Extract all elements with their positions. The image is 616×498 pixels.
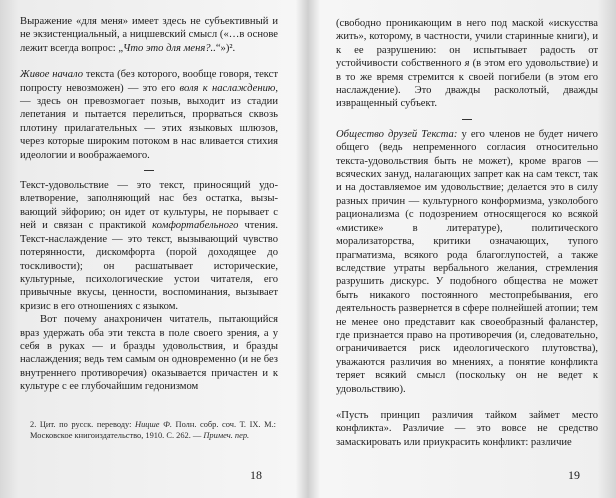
footnote	[30, 420, 276, 441]
text-run: текста (без которого, вообще говоря, текст попросту невозможен) — это его	[20, 69, 278, 94]
right-page-text	[336, 17, 598, 449]
text-run: 2. Цит. по русск. переводу:	[30, 420, 136, 429]
italic-run: Живое начало	[20, 69, 84, 81]
section-separator	[336, 113, 598, 126]
separator-dash	[144, 170, 154, 171]
page-number-right: 19	[568, 468, 580, 482]
page-number-left: 18	[250, 468, 262, 482]
text-run: «Пусть принцип различия тайком займет место конфликта». Различие — это вовсе не средство замаскировать или приукрасить конфликт: различие	[336, 409, 598, 448]
text-run: у его членов не будет ничего общего (ведь непременного согласия относительно текста-удовольствия быть не может), кроме врагов — всяческих зануд, налагающих запрет как на сам текст, так и на доставляемое им удовольствие; делается это в силу разных причин — культурного конформизма, узколобого рационализма (с подозрением относящегося ко всякой «мистике» в литературе), политического морализаторства, критики означающих, тупого прагматизма, всякого рода благоглупостей, а также вследствие утраты вербального желания, стремления разрушить дискурс. У подобного общества не может быть никакого постоянного местопребывания, его деятельность развернется в сфере полнейшей атопии; тем не менее оно представит как своеобразный фаланстер, где признается право на противоречия (и, следовательно, ограничивается риск идеологического плутовства), уважаются различия во мнениях, а понятие конфликта теряет всякий смысл (поскольку он не ведет к удовольствию).	[336, 128, 598, 395]
left-page-text	[20, 15, 278, 394]
paragraph	[20, 313, 278, 393]
paragraph	[336, 409, 598, 449]
text-run: Текст-удовольствие — это текст, приносящий удовлетворение, заполняющий нас без остатка, вызывающий эйфорию; он идет от культуры, не порывает с ней и связан с практикой	[20, 180, 278, 232]
separator-dash	[462, 119, 472, 120]
text-run: (в этом его удовольствие) и в то же время стремится к своей погибели (в этом его наслаждение). Это дважды расколотый, дважды извращенный субъект.	[336, 58, 598, 110]
text-run: Вот почему анахроничен читатель, пытающийся враз удержать оба эти текста в поле своего зрения, а у себя в руках — и бразды удовольствия, и бразды наслаждения; ведь тем самым он одновременно (и не без внутреннего противоречия) оказывается причастен и к культуре с ее глубочайшим гедонизмом	[20, 314, 278, 393]
italic-run: Примеч. пер.	[203, 430, 250, 440]
italic-run: комфортабельного	[152, 220, 239, 232]
left-page	[0, 0, 306, 498]
italic-run: Что это для меня?..	[123, 42, 216, 54]
text-run: Полн. собр. соч. Т. IX. М.: Московское книгоиздательство, 1910. С. 262. —	[30, 420, 276, 440]
italic-run: Общество друзей Текста:	[336, 128, 458, 140]
paragraph	[336, 17, 598, 111]
paragraph	[336, 128, 598, 396]
paragraph	[20, 15, 278, 55]
paragraph	[20, 68, 278, 162]
italic-run: я	[464, 58, 470, 70]
right-page	[310, 0, 616, 498]
text-run: , — здесь он превозмогает позыв, выходит из стадии лепетания и пытается перелиться, прорваться сквозь плотину прилагательных — этих языковых шлюзов, через которые широким потоком в нас вливается стихия идеологии и воображаемого.	[20, 82, 278, 161]
italic-run: воля к наслаждению	[179, 82, 276, 94]
text-run: чтения. Текст-наслаждение — это текст, вызывающий чувство потерянности, дискомфорта (порой доходящее до тоскливости); он расшатывает исторические, культурные, психологические устои читателя, его привычные вкусы, ценности, воспоминания, вызывает кризис в его отношениях с языком.	[20, 220, 278, 312]
italic-run: Ницше Ф.	[135, 420, 172, 429]
text-run: Выражение «для меня» имеет здесь не субъективный и не экзистенциальный, а ницшевский смысл («…в основе лежит всегда вопрос: „	[20, 16, 278, 54]
text-run: (свободно проникающим в него под маской «искусства жить», которому, в частности, учили старинные книги), и к ее разрушению: он испытывает радость от устойчивости собственного	[336, 18, 598, 70]
section-separator	[20, 164, 278, 177]
paragraph	[20, 179, 278, 313]
text-run: “»)².	[215, 42, 236, 54]
